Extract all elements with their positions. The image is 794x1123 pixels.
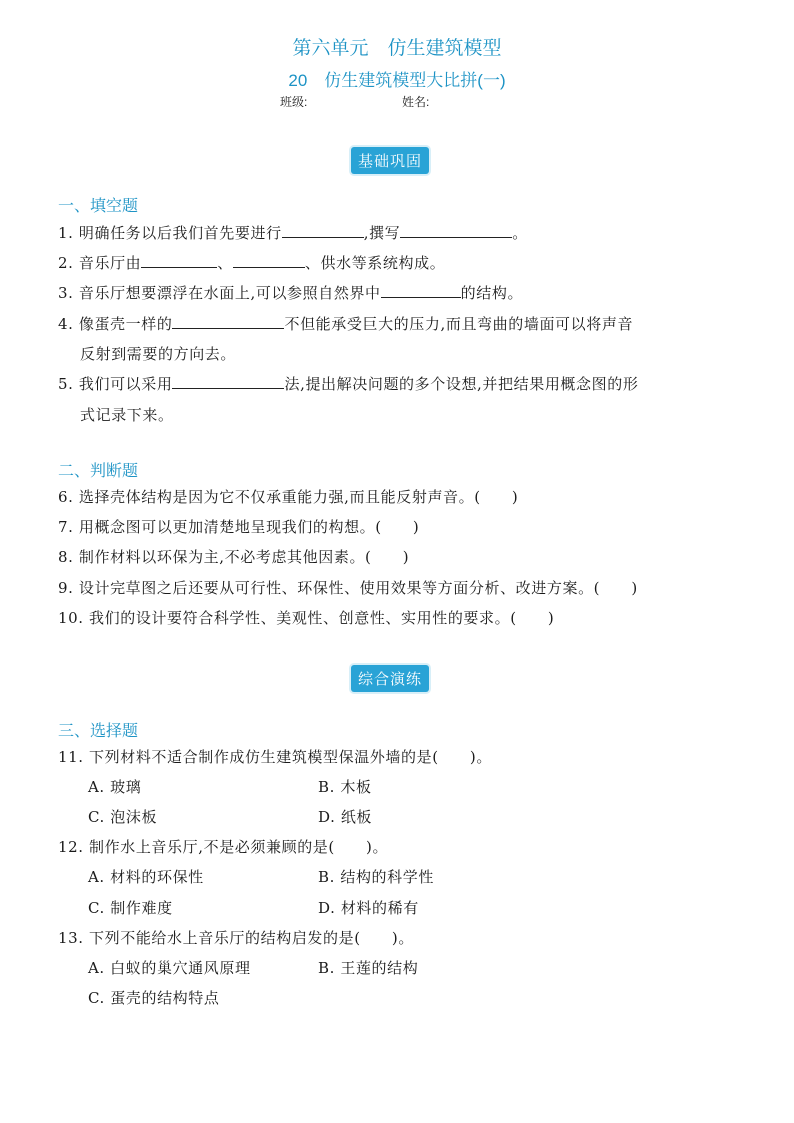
question-2 <box>58 252 445 273</box>
question-5 <box>58 373 638 394</box>
unit-title: 第六单元 仿生建筑模型 <box>292 38 502 59</box>
lesson-title: 20 仿生建筑模型大比拼(一) <box>288 71 506 90</box>
q11-option-b[interactable]: B. 木板 <box>318 778 372 796</box>
q1-blank-2[interactable] <box>400 223 512 238</box>
q3-blank-1[interactable] <box>381 283 461 298</box>
class-label: 班级: <box>280 95 308 109</box>
q5-blank-1[interactable] <box>172 374 284 389</box>
q2-blank-2[interactable] <box>233 253 305 268</box>
q13-option-c[interactable]: C. 蛋壳的结构特点 <box>88 989 220 1007</box>
judge-section-title: 二、判断题 <box>58 461 139 480</box>
question-8: 8. 制作材料以环保为主,不必考虑其他因素。( ) <box>58 548 410 566</box>
q4-text-b: 不但能承受巨大的压力,而且弯曲的墙面可以将声音 <box>284 315 634 333</box>
comprehensive-practice-badge: 综合演练 <box>351 665 429 692</box>
basic-consolidation-badge: 基础巩固 <box>351 147 429 174</box>
q1-text-a: 1. 明确任务以后我们首先要进行 <box>58 224 282 242</box>
question-1 <box>58 222 528 243</box>
question-13-stem: 13. 下列不能给水上音乐厅的结构启发的是( )。 <box>58 929 414 947</box>
fill-section-title: 一、填空题 <box>58 196 139 215</box>
q5-text-a: 5. 我们可以采用 <box>58 375 173 393</box>
q4-text-a: 4. 像蛋壳一样的 <box>58 315 173 333</box>
q12-option-c[interactable]: C. 制作难度 <box>88 899 173 917</box>
q13-option-b[interactable]: B. 王莲的结构 <box>318 959 419 977</box>
q2-text-c: 、供水等系统构成。 <box>304 254 446 272</box>
q4-blank-1[interactable] <box>172 314 284 329</box>
q1-text-b: ,撰写 <box>363 224 401 242</box>
question-9: 9. 设计完草图之后还要从可行性、环保性、使用效果等方面分析、改进方案。( ) <box>58 579 638 597</box>
q2-blank-1[interactable] <box>141 253 217 268</box>
question-7: 7. 用概念图可以更加清楚地呈现我们的构想。( ) <box>58 518 420 536</box>
q11-option-a[interactable]: A. 玻璃 <box>88 778 142 796</box>
q11-option-c[interactable]: C. 泡沫板 <box>88 808 158 826</box>
question-5-cont: 式记录下来。 <box>80 406 174 424</box>
question-4 <box>58 313 633 334</box>
question-10: 10. 我们的设计要符合科学性、美观性、创意性、实用性的要求。( ) <box>58 609 555 627</box>
q13-option-a[interactable]: A. 白蚁的巢穴通风原理 <box>88 959 251 977</box>
q11-option-d[interactable]: D. 纸板 <box>318 808 373 826</box>
q2-text-a: 2. 音乐厅由 <box>58 254 142 272</box>
question-3 <box>58 282 523 303</box>
name-label: 姓名: <box>402 95 430 109</box>
question-4-cont: 反射到需要的方向去。 <box>80 345 237 363</box>
q1-text-c: 。 <box>512 224 528 242</box>
choice-section-title: 三、选择题 <box>58 721 139 740</box>
q5-text-b: 法,提出解决问题的多个设想,并把结果用概念图的形 <box>284 375 639 393</box>
question-12-stem: 12. 制作水上音乐厅,不是必须兼顾的是( )。 <box>58 838 389 856</box>
question-11-stem: 11. 下列材料不适合制作成仿生建筑模型保温外墙的是( )。 <box>58 748 492 766</box>
q12-option-d[interactable]: D. 材料的稀有 <box>318 899 419 917</box>
q12-option-a[interactable]: A. 材料的环保性 <box>88 868 204 886</box>
q12-option-b[interactable]: B. 结构的科学性 <box>318 868 434 886</box>
q1-blank-1[interactable] <box>282 223 364 238</box>
q3-text-a: 3. 音乐厅想要漂浮在水面上,可以参照自然界中 <box>58 284 381 302</box>
question-6: 6. 选择壳体结构是因为它不仅承重能力强,而且能反射声音。( ) <box>58 488 519 506</box>
q3-text-b: 的结构。 <box>460 284 524 302</box>
q2-text-b: 、 <box>217 254 233 272</box>
